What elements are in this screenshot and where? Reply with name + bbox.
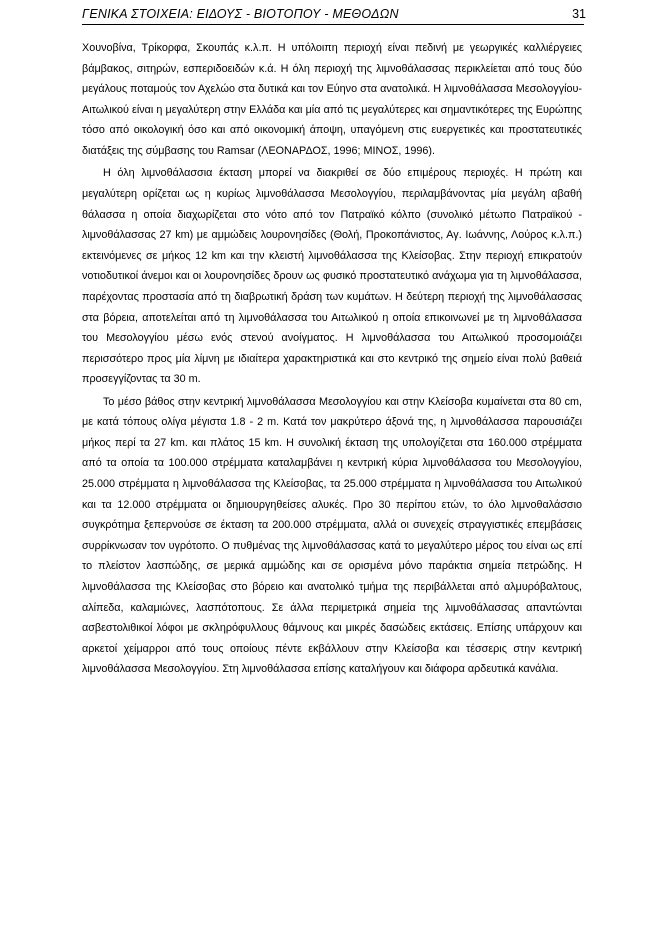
running-header	[82, 4, 584, 25]
page-number: 31	[572, 7, 586, 21]
body-text	[82, 38, 582, 682]
paragraph: Η όλη λιμνοθάλασσια έκταση μπορεί να διακριθεί σε δύο επιμέρους περιοχές. Η πρώτη και μεγαλύτερη ορίζεται ως η κυρίως λιμνοθάλασσα Μεσολογγίου, περιλαμβάνοντας μία μεγάλη αβαθή θάλασσα η οποία διαχωρίζεται στο νότο από τον Πατραϊκό κόλπο (συνολικό μέτωπο Πατραϊκού - λιμνοθάλασσας 27 km) με αμμώδεις λουρονησίδες (Θολή, Προκοπάνιστος, Αγ. Ιωάννης, Λούρος κ.λ.π.) εκτεινόμενες σε μήκος 12 km και την κλειστή λιμνοθάλασσα της Κλείσοβας. Στην περιοχή επικρατούν νοτιοδυτικοί άνεμοι και οι λουρονησίδες δρουν ως φυσικό προστατευτικό ανάχωμα για τη λιμνοθάλασσα, παρέχοντας προστασία από τη διαβρωτική δράση των κυμάτων. Η δεύτερη περιοχή της λιμνοθάλασσας στα βόρεια, αποτελείται από τη λιμνοθάλασσα του Αιτωλικού η οποία επικοινωνεί με τη λιμνοθάλασσα του Μεσολογγίου μέσω ενός στενού ανοίγματος. Η λιμνοθάλασσα του Αιτωλικού προσομοιάζει περισσότερο προς μία λίμνη με ιδιαίτερα χαρακτηριστικά και στο κεντρικό της σημείο είναι πολύ βαθειά προσεγγίζοντας τα 30 m.	[82, 167, 582, 386]
header-title: ΓΕΝΙΚΑ ΣΤΟΙΧΕΙΑ: ΕΙΔΟΥΣ - ΒΙΟΤΟΠΟΥ - ΜΕΘΟΔΩΝ	[82, 7, 399, 21]
paragraph: Το μέσο βάθος στην κεντρική λιμνοθάλασσα Μεσολογγίου και στην Κλείσοβα κυμαίνεται στα 80 cm, με κατά τόπους ολίγα μέγιστα 1.8 - 2 m. Κατά τον μακρύτερο άξονά της, η λιμνοθάλασσα παρουσιάζει μήκος περί τα 27 km. και πλάτος 15 km. Η συνολική έκταση της υπολογίζεται στα 160.000 στρέμματα από τα οποία τα 100.000 στρέμματα καταλαμβάνει η κεντρική κύρια λιμνοθάλασσα του Μεσολογγίου, 25.000 στρέμματα η λιμνοθάλασσα της Κλείσοβας, τα 25.000 στρέμματα η λιμνοθάλασσα του Αιτωλικού και τα 12.000 στρέμματα οι δημιουργηθείσες αλυκές. Προ 30 περίπου ετών, το όλο λιμνοθαλάσσιο συγκρότημα ξεπερνούσε σε έκταση τα 200.000 στρέμματα, αλλά οι συνεχείς στραγγιστικές επεμβάσεις συρρίκνωσαν τον υγρότοπο. Ο πυθμένας της λιμνοθάλασσας κατά το μεγαλύτερο μέρος του είναι ως επί το πλείστον λασπώδης, σε μερικά αμμώδης και σε ορισμένα μόνο παράκτια σημεία πετρώδης. Η λιμνοθάλασσα της Κλείσοβας στο βόρειο και ανατολικό τμήμα της περιβάλλεται από αλμυρόβαλτους, αλίπεδα, καλαμιώνες, λασπότοπους. Σε άλλα περιμετρικά σημεία της λιμνοθάλασσας απαντώνται ασβεστολιθικοί λόφοι με σκληρόφυλλους θάμνους και μικρές δασώδεις εκτάσεις. Επίσης υπάρχουν και αρκετοί χείμαρροι από τους οποίους πέντε εκβάλλουν στην Κλείσοβα και τέσσερις στην κεντρική λιμνοθάλασσα Μεσολογγίου. Στη λιμνοθάλασσα επίσης καταλήγουν και διάφορα αρδευτικά κανάλια.	[82, 395, 582, 676]
paragraph: Χουνοβίνα, Τρίκορφα, Σκουπάς κ.λ.π. Η υπόλοιπη περιοχή είναι πεδινή με γεωργικές καλλιέργειες βάμβακος, σιτηρών, εσπεριδοειδών κ.ά. Η όλη περιοχή της λιμνοθάλασσας περικλείεται από τους δύο μεγάλους ποταμούς τον Αχελώο στα δυτικά και τον Εύηνο στα ανατολικά. Η λιμνοθάλασσα Μεσολογγίου-Αιτωλικού είναι η μεγαλύτερη στην Ελλάδα και μία από τις μεγαλύτερες και σημαντικότερες της Ευρώπης τόσο από οικολογική όσο και από οικονομική άποψη, υπαγόμενη στις ευεργετικές και προστατευτικές διατάξεις της σύμβασης του Ramsar (ΛΕΟΝΑΡΔΟΣ, 1996; ΜΙΝΟΣ, 1996).	[82, 42, 582, 157]
